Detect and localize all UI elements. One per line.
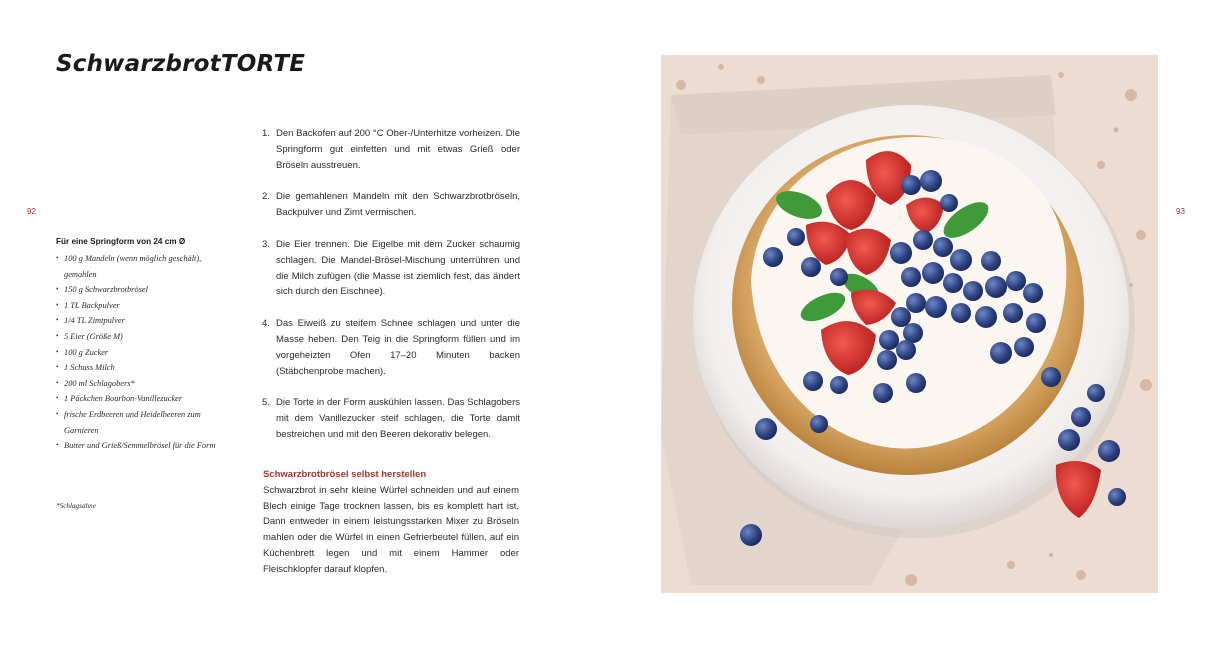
ingredient-item: • 1 TL Backpulver bbox=[56, 298, 216, 314]
instruction-step bbox=[262, 126, 520, 173]
footnote: *Schlagsahne bbox=[56, 502, 96, 510]
ingredients-list bbox=[56, 251, 216, 454]
tip-heading: Schwarzbrotbrösel selbst herstellen bbox=[263, 469, 427, 480]
step-number: 2. bbox=[262, 191, 270, 203]
tip-box bbox=[263, 467, 519, 578]
ingredient-item: • 5 Eier (Größe M) bbox=[56, 329, 216, 345]
cake-photo bbox=[661, 55, 1158, 593]
ingredients-section bbox=[56, 237, 216, 454]
ingredient-item: • 1 Päckchen Bourbon-Vanillezucker bbox=[56, 391, 216, 407]
ingredient-item: • 100 g Zucker bbox=[56, 345, 216, 361]
step-text: Den Backofen auf 200 °C Ober-/Unterhitze vorheizen. Die Springform gut einfetten und mit etwas Grieß oder Bröseln ausstreuen. bbox=[276, 128, 520, 171]
cake-illustration bbox=[661, 55, 1158, 593]
instruction-step bbox=[262, 316, 520, 379]
ingredient-item: • 200 ml Schlagobers* bbox=[56, 376, 216, 392]
ingredients-heading: Für eine Springform von 24 cm Ø bbox=[56, 237, 186, 246]
ingredient-item: • 1 Schuss Milch bbox=[56, 360, 216, 376]
ingredient-item: • Butter und Grieß/Semmelbrösel für die Form bbox=[56, 438, 216, 454]
ingredient-item: • 1/4 TL Zimtpulver bbox=[56, 313, 216, 329]
instruction-step bbox=[262, 237, 520, 300]
ingredient-item: • 100 g Mandeln (wenn möglich geschält), gemahlen bbox=[56, 251, 216, 282]
step-text: Die Torte in der Form auskühlen lassen. Das Schlagobers mit dem Vanillezucker steif schlagen, die Torte damit bestreichen und mit den Beeren dekorativ belegen. bbox=[276, 397, 520, 440]
ingredient-item: • 150 g Schwarzbrotbrösel bbox=[56, 282, 216, 298]
step-number: 5. bbox=[262, 397, 270, 409]
ingredient-item: • frische Erdbeeren und Heidelbeeren zum Garnieren bbox=[56, 407, 216, 438]
page-number-left: 92 bbox=[27, 207, 36, 216]
step-number: 4. bbox=[262, 318, 270, 330]
recipe-title: SchwarzbrotTORTE bbox=[56, 51, 306, 77]
instruction-step bbox=[262, 189, 520, 221]
page-number-right: 93 bbox=[1176, 207, 1185, 216]
step-text: Die Eier trennen. Die Eigelbe mit dem Zucker schaumig schlagen. Die Mandel-Brösel-Mischung unterrühren und die Milch zufügen (die Masse ist ziemlich fest, das ändert sich durch den Eischnee). bbox=[276, 238, 520, 298]
step-number: 1. bbox=[262, 128, 270, 139]
tip-text: Schwarzbrot in sehr kleine Würfel schneiden und auf einem Blech einige Tage trocknen lassen, bis es komplett hart ist. Dann entweder in einem leistungsstarken Mixer zu Bröseln mahlen oder die Würfel in einen Gefrierbeutel füllen, auf ein Küchenbrett legen und mit einem Hammer oder Fleischklopfer darauf klopfen. bbox=[263, 484, 519, 575]
instruction-steps bbox=[262, 126, 520, 459]
step-text: Die gemahlenen Mandeln mit den Schwarzbrotbröseln, Backpulver und Zimt vermischen. bbox=[276, 191, 520, 219]
step-number: 3. bbox=[262, 238, 270, 250]
instruction-step bbox=[262, 395, 520, 442]
step-text: Das Eiweiß zu steifem Schnee schlagen und unter die Masse heben. Den Teig in die Springform füllen und im vorgeheizten Ofen 17–20 Minuten backen (Stäbchenprobe machen). bbox=[276, 318, 520, 377]
